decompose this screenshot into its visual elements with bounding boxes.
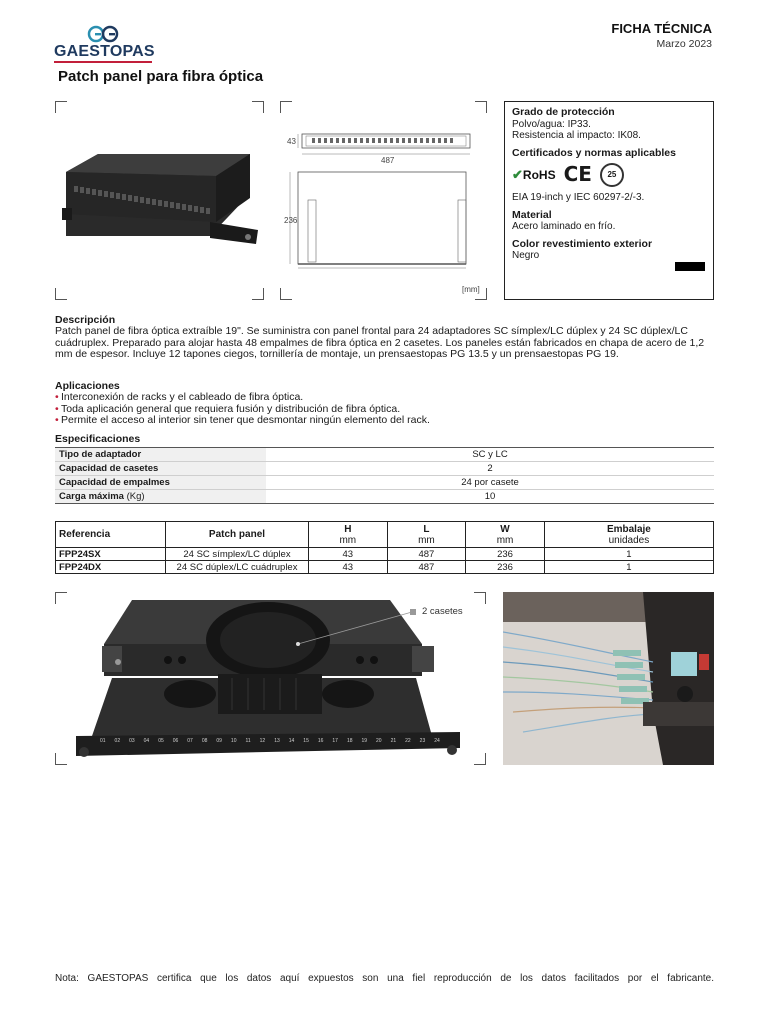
- brand-name: GAESTOPAS: [54, 43, 155, 60]
- references-table: [55, 521, 714, 574]
- page-title: Patch panel para fibra óptica: [58, 68, 264, 85]
- frame-corner: [55, 101, 67, 113]
- list-item: • Permite el acceso al interior sin tener que desmontar ningún elemento del rack.: [55, 414, 430, 427]
- frame-corner: [474, 753, 486, 765]
- brand-underline: [54, 61, 152, 63]
- cert-norms: EIA 19-inch y IEC 60297-2/-3.: [512, 192, 645, 203]
- ce-mark-icon: CE: [563, 162, 592, 187]
- table-row: Capacidad de casetes 2: [55, 462, 714, 476]
- footer-note: Nota: GAESTOPAS certifica que los datos aquí expuestos son una fiel reproducción de los datos facilitados por el fabricante.: [55, 973, 714, 984]
- doc-header: [611, 21, 712, 50]
- dim-height-label: 43: [287, 137, 296, 146]
- fiber-connection-photo: [503, 592, 714, 765]
- cert-title: Certificados y normas aplicables: [512, 146, 676, 159]
- cert-logos: [512, 163, 706, 187]
- dim-length-label: 487: [381, 156, 395, 165]
- list-item: • Interconexión de racks y el cableado de fibra óptica.: [55, 391, 304, 404]
- list-item: • Toda aplicación general que requiera fusión y distribución de fibra óptica.: [55, 402, 401, 415]
- frame-corner: [55, 288, 67, 300]
- description-text: Patch panel de fibra óptica extraíble 19". Se suministra con panel frontal para 24 adaptadores SC símplex/LC dúplex y 24 SC dúplex/LC cuádruplex. Preparado para alojar hasta 48 empalmes de fibra óptica en 2 casetes. Los paneles están fabricados en chapa de acero de 1,2 mm de espesor. Incluye 12 tapones ciegos, tornillería de montaje, un prensaestopas PG 13.5 y un prensaestopas PG 19.: [55, 325, 705, 361]
- frame-corner: [55, 753, 67, 765]
- description-title: Descripción: [55, 314, 116, 326]
- rohs-icon: ✔RoHS: [512, 166, 556, 182]
- callout-label: 2 casetes: [422, 606, 463, 617]
- table-row: Capacidad de empalmes 24 por casete: [55, 476, 714, 490]
- table-row: Tipo de adaptador SC y LC: [55, 448, 714, 462]
- frame-corner: [252, 288, 264, 300]
- frame-corner: [55, 592, 67, 604]
- color-swatch: [675, 262, 705, 271]
- color-text: Negro: [512, 250, 540, 261]
- proteccion-line: Polvo/agua: IP33.: [512, 118, 591, 130]
- table-header-row: Referencia Patch panel H mm L mm W mm Embalaje unidades: [56, 522, 714, 548]
- color-title: Color revestimiento exterior: [512, 237, 653, 250]
- technical-drawing: [282, 128, 478, 298]
- specs-title-wrap: [55, 434, 140, 445]
- table-row: FPP24DX 24 SC dúplex/LC cuádruplex 43 487 236 1: [56, 561, 714, 574]
- proteccion-title: Grado de protección: [512, 106, 615, 118]
- specs-table: [55, 447, 714, 504]
- table-row: Carga máxima (Kg) 10: [55, 490, 714, 504]
- applications-section: [55, 381, 715, 427]
- logo-mark-icon: [86, 24, 122, 44]
- table-row: FPP24SX 24 SC símplex/LC dúplex 43 487 236 1: [56, 548, 714, 561]
- specs-title: Especificaciones: [55, 433, 141, 445]
- warranty-ring-icon: 25: [600, 163, 624, 187]
- frame-corner: [252, 101, 264, 113]
- material-title: Material: [512, 208, 552, 221]
- applications-title: Aplicaciones: [55, 380, 120, 392]
- material-text: Acero laminado en frío.: [512, 221, 616, 232]
- spec-infobox: [504, 101, 714, 300]
- description-section: [55, 315, 715, 361]
- brand-logo: [54, 24, 164, 64]
- frame-corner: [475, 101, 487, 113]
- dim-width-label: 236: [284, 216, 298, 225]
- unit-label: [mm]: [462, 285, 480, 294]
- frame-corner: [280, 101, 292, 113]
- proteccion-line: Resistencia al impacto: IK08.: [512, 130, 641, 141]
- doc-date: Marzo 2023: [656, 38, 712, 50]
- port-numbers: 01 02 03 04 05 06 07 08 09 10 11 12 13 14 15 16 17 18 19 20 21 22 23 24: [100, 738, 440, 744]
- frame-corner: [474, 592, 486, 604]
- patch-panel-photo: [60, 150, 260, 245]
- doc-type: FICHA TÉCNICA: [611, 21, 712, 36]
